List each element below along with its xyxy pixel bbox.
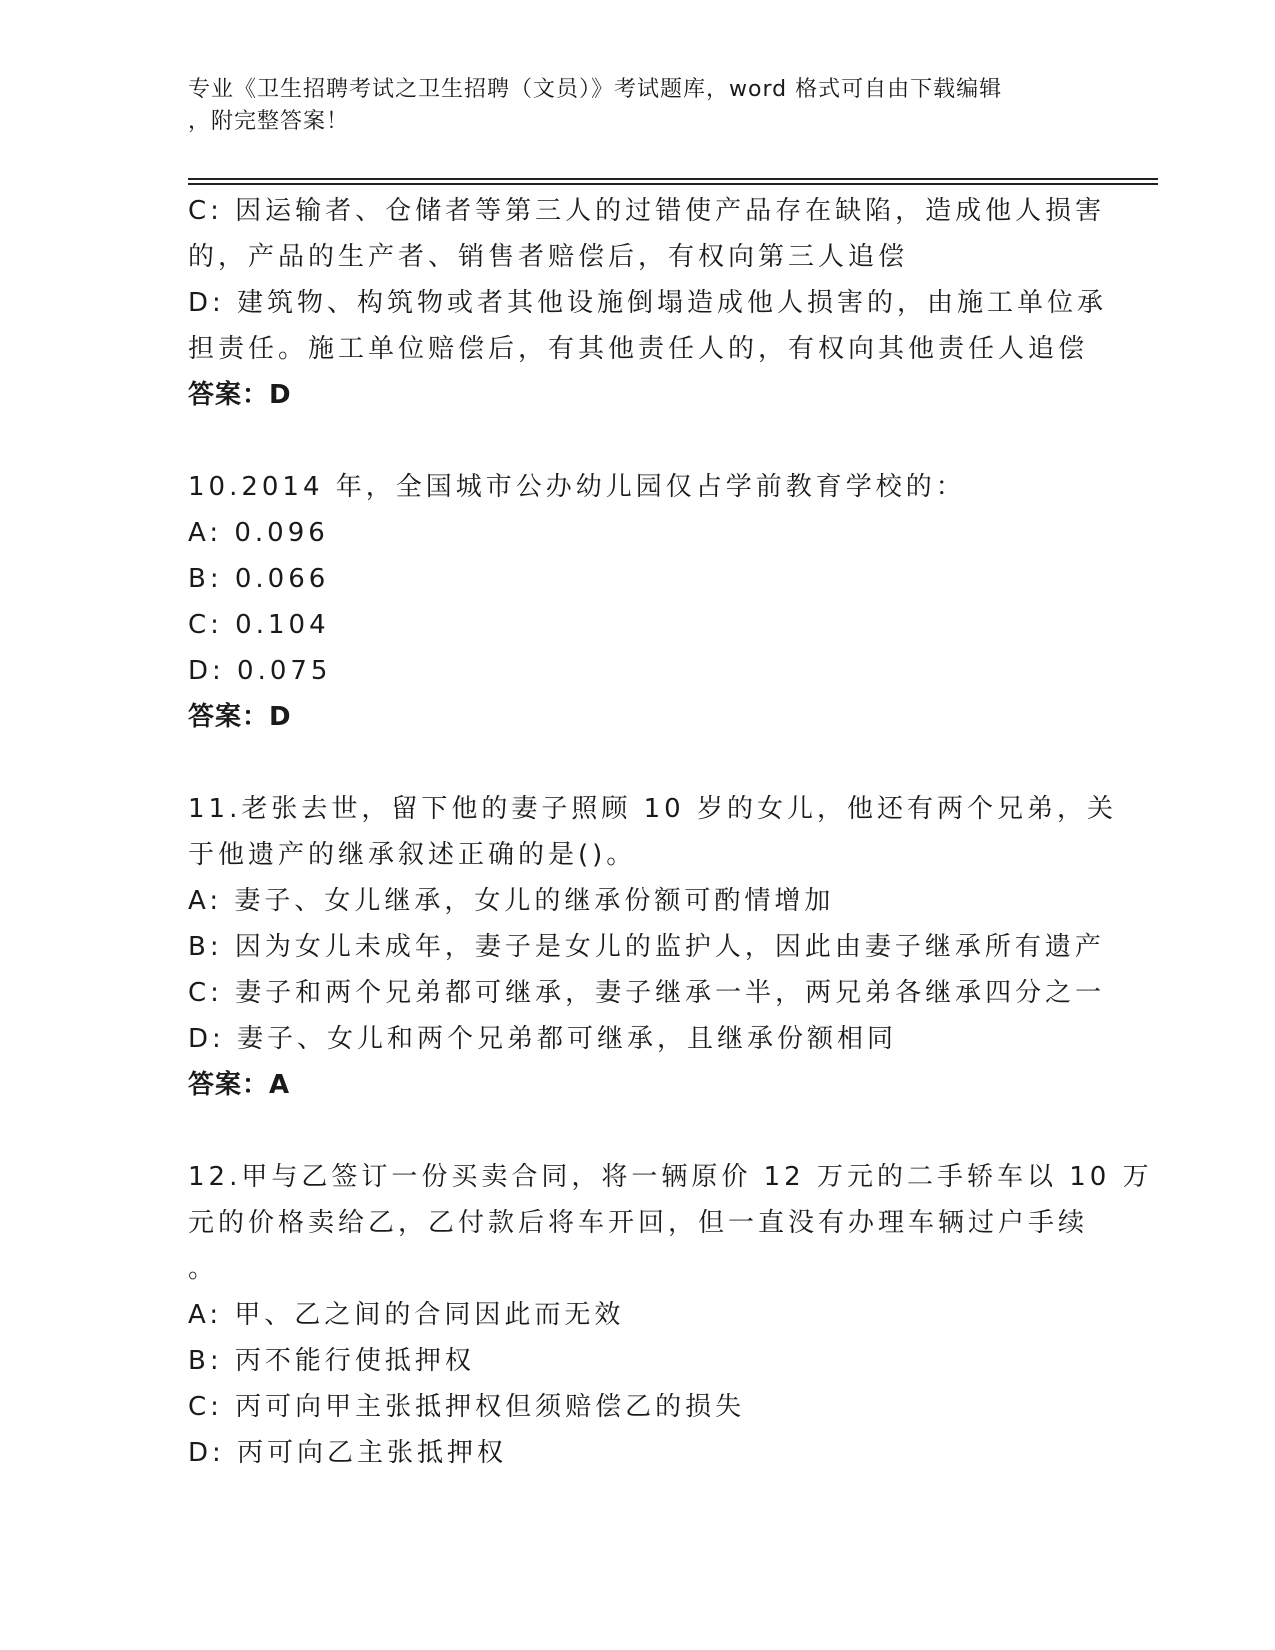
- spacer: [188, 418, 1078, 464]
- question-10: [188, 464, 1078, 740]
- q9-option-d-line-1: D: 建筑物、构筑物或者其他设施倒塌造成他人损害的，由施工单位承: [188, 288, 1108, 318]
- q11-option-c: C: 妻子和两个兄弟都可继承，妻子继承一半，两兄弟各继承四分之一: [188, 978, 1106, 1008]
- q10-question: 10.2014 年，全国城市公办幼儿园仅占学前教育学校的：: [188, 472, 966, 502]
- q12-question-line-2: 元的价格卖给乙，乙付款后将车开回，但一直没有办理车辆过户手续: [188, 1208, 1089, 1238]
- document-header: [188, 74, 1088, 138]
- header-divider-top: [188, 178, 1158, 180]
- q9-option-d-line-2: 担责任。施工单位赔偿后，有其他责任人的，有权向其他责任人追偿: [188, 334, 1089, 364]
- q10-answer: 答案：D: [188, 702, 292, 732]
- header-line-1: 专业《卫生招聘考试之卫生招聘（文员）》考试题库，word 格式可自由下载编辑: [188, 77, 1003, 102]
- spacer: [188, 1108, 1078, 1154]
- q9-option-c-line-1: C: 因运输者、仓储者等第三人的过错使产品存在缺陷，造成他人损害: [188, 196, 1106, 226]
- question-12: [188, 1154, 1153, 1476]
- q11-answer: 答案：A: [188, 1070, 291, 1100]
- q12-question-line-3: 。: [188, 1254, 219, 1284]
- q12-option-c: C: 丙可向甲主张抵押权但须赔偿乙的损失: [188, 1392, 746, 1422]
- spacer: [188, 740, 1078, 786]
- question-9-continued: [188, 188, 1108, 418]
- q11-question-line-2: 于他遗产的继承叙述正确的是()。: [188, 840, 637, 870]
- q11-question-line-1: 11.老张去世，留下他的妻子照顾 10 岁的女儿，他还有两个兄弟，关: [188, 794, 1117, 824]
- q10-option-d: D: 0.075: [188, 656, 332, 686]
- q10-option-a: A: 0.096: [188, 518, 329, 548]
- q12-option-b: B: 丙不能行使抵押权: [188, 1346, 475, 1376]
- question-11: [188, 786, 1117, 1108]
- q10-option-b: B: 0.066: [188, 564, 330, 594]
- q10-option-c: C: 0.104: [188, 610, 330, 640]
- header-line-2: ，附完整答案！: [188, 109, 350, 134]
- question-list: [188, 188, 1153, 1476]
- header-divider-bottom: [188, 183, 1158, 185]
- q11-option-d: D: 妻子、女儿和两个兄弟都可继承，且继承份额相同: [188, 1024, 898, 1054]
- q11-option-a: A: 妻子、女儿继承，女儿的继承份额可酌情增加: [188, 886, 835, 916]
- q12-option-d: D: 丙可向乙主张抵押权: [188, 1438, 508, 1468]
- q12-option-a: A: 甲、乙之间的合同因此而无效: [188, 1300, 625, 1330]
- q11-option-b: B: 因为女儿未成年，妻子是女儿的监护人，因此由妻子继承所有遗产: [188, 932, 1105, 962]
- q9-option-c-line-2: 的，产品的生产者、销售者赔偿后，有权向第三人追偿: [188, 242, 909, 272]
- q12-question-line-1: 12.甲与乙签订一份买卖合同，将一辆原价 12 万元的二手轿车以 10 万: [188, 1162, 1153, 1192]
- q9-answer: 答案：D: [188, 380, 292, 410]
